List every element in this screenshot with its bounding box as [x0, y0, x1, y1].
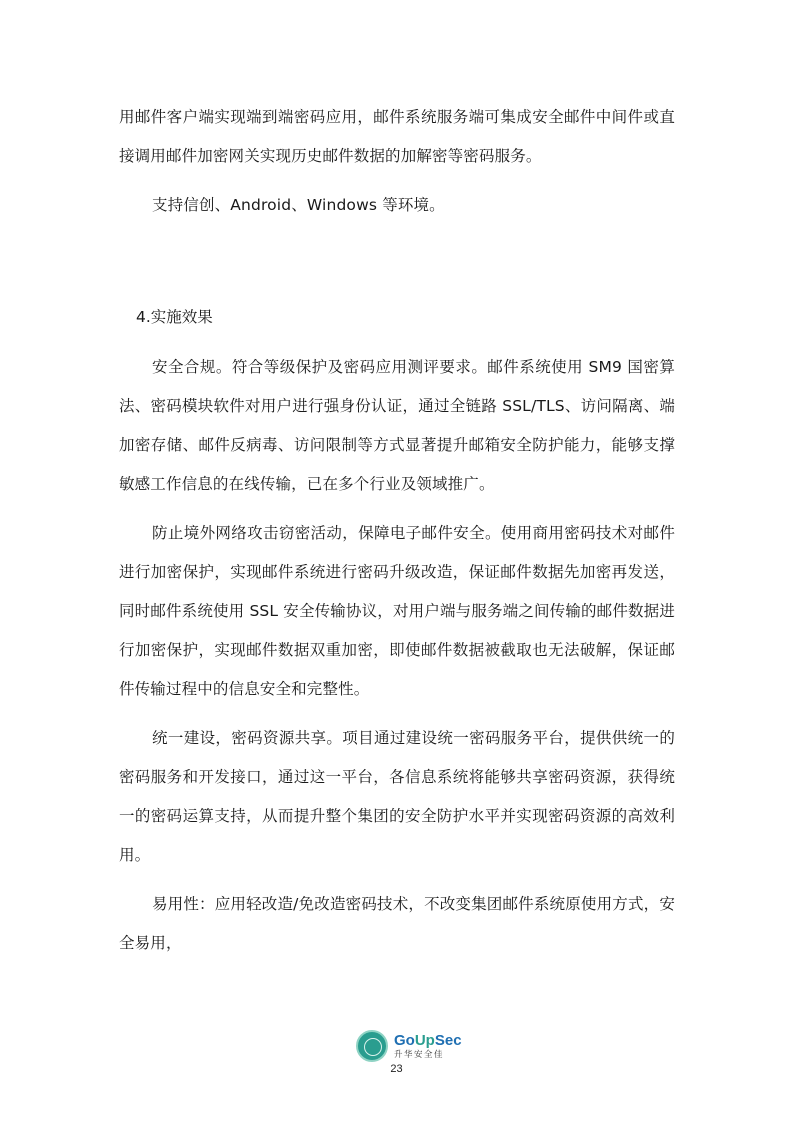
resource-sharing-paragraph: 统一建设，密码资源共享。项目通过建设统一密码服务平台，提供供统一的密码服务和开发接口，通过这一平台，各信息系统将能够共享密码资源，获得统一的密码运算支持，从而提升整个集团的安全防护水平并实现密码资源的高效利用。: [119, 729, 675, 864]
usability-paragraph: 易用性：应用轻改造/免改造密码技术，不改变集团邮件系统原使用方式，安全易用，: [119, 895, 675, 952]
goupsec-logo: [356, 1030, 462, 1062]
attack-prevention-paragraph: 防止境外网络攻击窃密活动，保障电子邮件安全。使用商用密码技术对邮件进行加密保护，实现邮件系统进行密码升级改造，保证邮件数据先加密再发送，同时邮件系统使用 SSL 安全传输协议，对用户端与服务端之间传输的邮件数据进行加密保护，实现邮件数据双重加密，即使邮件数据被截取也无法破解，保证邮件传输过程中的信息安全和完整性。: [119, 524, 675, 698]
section-heading: 4.实施效果: [136, 308, 213, 326]
intro-block: [119, 98, 675, 225]
environment-support-paragraph: 支持信创、Android、Windows 等环境。: [152, 196, 445, 214]
section-body: [119, 348, 675, 963]
logo-text: [394, 1033, 462, 1060]
intro-paragraph: 用邮件客户端实现端到端密码应用，邮件系统服务端可集成安全邮件中间件或直接调用邮件加密网关实现历史邮件数据的加解密等密码服务。: [119, 108, 675, 165]
page-number: 23: [390, 1063, 403, 1075]
compliance-paragraph: 安全合规。符合等级保护及密码应用测评要求。邮件系统使用 SM9 国密算法、密码模块软件对用户进行强身份认证，通过全链路 SSL/TLS、访问隔离、端加密存储、邮件反病毒、访问限制等方式显著提升邮箱安全防护能力，能够支撑敏感工作信息的在线传输，已在多个行业及领域推广。: [119, 358, 675, 493]
logo-brand: GoUpSec: [394, 1031, 462, 1049]
logo-subtitle: 升华安全佳: [394, 1049, 445, 1060]
seal-icon: [356, 1030, 388, 1062]
